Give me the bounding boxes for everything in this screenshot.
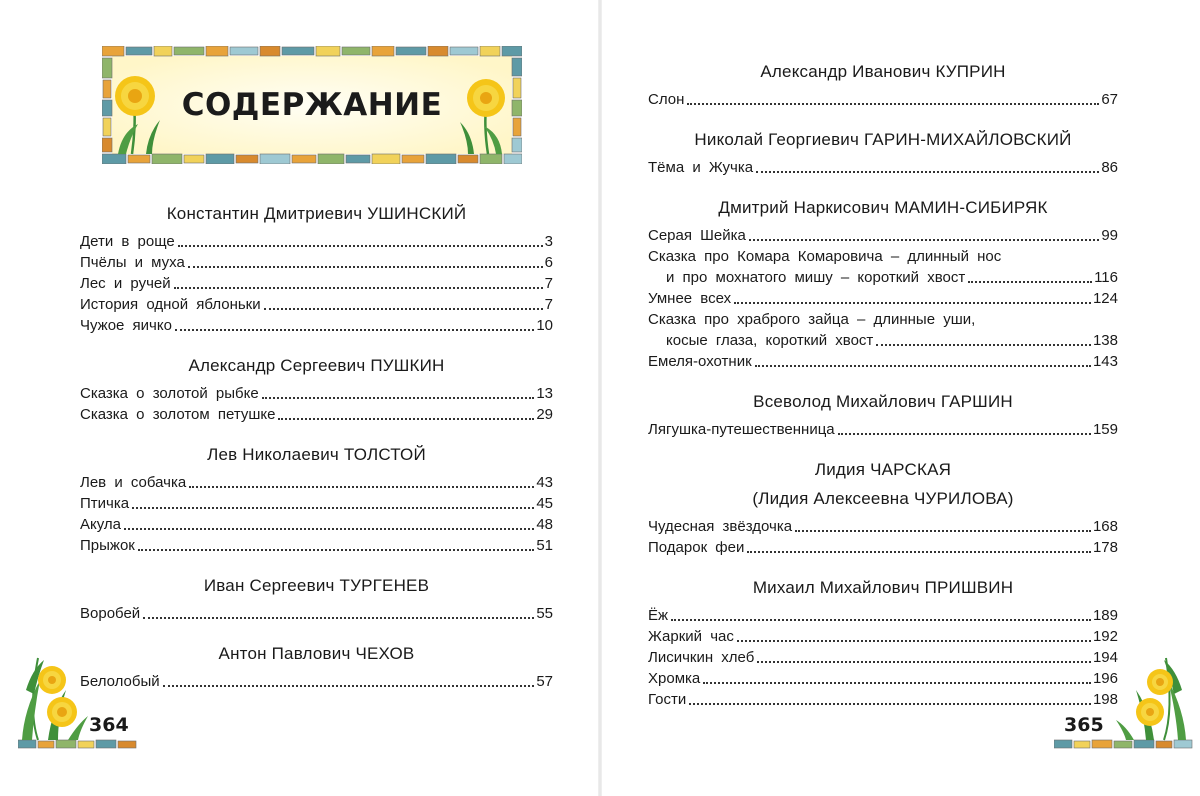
title-frame: [102, 46, 522, 164]
entry-page: 3: [544, 233, 553, 250]
entry-title: Жаркий час: [648, 628, 734, 645]
leader-dots: [737, 640, 1091, 642]
author-first-name: Иван Сергеевич: [203, 576, 335, 595]
toc-entry[interactable]: [648, 516, 1118, 537]
entry-page: 86: [1101, 159, 1118, 176]
entry-page: 43: [536, 474, 553, 491]
leader-dots: [264, 308, 543, 310]
leader-dots: [262, 397, 535, 399]
author-heading: [648, 60, 1118, 84]
leader-dots: [278, 418, 534, 420]
toc-section: [648, 390, 1118, 440]
author-surname: ГАРИН-МИХАЙЛОВСКИЙ: [864, 130, 1072, 149]
toc-section: [80, 574, 553, 624]
entry-title: и про мохнатого мишу – короткий хвост: [666, 269, 966, 286]
entry-title: Сказка о золотом петушке: [80, 406, 276, 423]
dandelion-icon: [47, 697, 77, 727]
entry-title: Подарок феи: [648, 539, 745, 556]
entry-page: 13: [536, 385, 553, 402]
entry-title: Дети в роще: [80, 233, 175, 250]
entry-title: Прыжок: [80, 537, 135, 554]
entry-title: косые глаза, короткий хвост: [666, 332, 874, 349]
toc-entry[interactable]: [80, 383, 553, 404]
entry-page: 168: [1092, 518, 1118, 535]
author-surname: ПУШКИН: [370, 356, 445, 375]
entry-page: 45: [536, 495, 553, 512]
toc-entry[interactable]: [80, 603, 553, 624]
author-first-name: Лев Николаевич: [207, 445, 339, 464]
toc-entry[interactable]: [80, 231, 553, 252]
entry-title: Лягушка-путешественница: [648, 421, 835, 438]
toc-entry[interactable]: [648, 537, 1118, 558]
entry-title: Лев и собачка: [80, 474, 187, 491]
toc-entry[interactable]: [80, 514, 553, 535]
toc-entry[interactable]: [648, 351, 1118, 372]
leader-dots: [188, 266, 543, 268]
author-surname: ТУРГЕНЕВ: [339, 576, 430, 595]
author-surname: ПРИШВИН: [924, 578, 1014, 597]
leader-dots: [703, 682, 1091, 684]
entry-page: 192: [1092, 628, 1118, 645]
leader-dots: [838, 433, 1091, 435]
leader-dots: [876, 344, 1091, 346]
entry-page: 189: [1092, 607, 1118, 624]
author-surname: ЧАРСКАЯ: [870, 460, 952, 479]
right-page: [602, 0, 1200, 796]
entry-title: Акула: [80, 516, 122, 533]
leader-dots: [734, 302, 1091, 304]
page-title: СОДЕРЖАНИЕ: [181, 87, 443, 123]
author-surname: ТОЛСТОЙ: [343, 445, 426, 464]
leader-dots: [747, 551, 1091, 553]
entry-title: Емеля-охотник: [648, 353, 752, 370]
toc-entry[interactable]: [648, 668, 1118, 689]
leader-dots: [124, 528, 534, 530]
entry-page: 7: [544, 275, 553, 292]
dandelion-icon: [1136, 698, 1164, 726]
entry-page: 10: [536, 317, 553, 334]
entry-page: 198: [1092, 691, 1118, 708]
entry-page: 51: [536, 537, 553, 554]
left-page: [0, 0, 598, 796]
toc-entry[interactable]: [80, 404, 553, 425]
entry-page: 159: [1092, 421, 1118, 438]
entry-title: Слон: [648, 91, 685, 108]
toc-entry[interactable]: [648, 626, 1118, 647]
entry-title: Хромка: [648, 670, 701, 687]
author-first-name: Всеволод Михайлович: [753, 392, 936, 411]
entry-title: Ёж: [648, 607, 669, 624]
toc-entry[interactable]: [80, 315, 553, 336]
entry-title: Лес и ручей: [80, 275, 171, 292]
entry-page: 67: [1101, 91, 1118, 108]
entry-page: 6: [544, 254, 553, 271]
toc-left: [80, 202, 553, 710]
entry-page: 178: [1092, 539, 1118, 556]
author-surname: УШИНСКИЙ: [367, 204, 467, 223]
author-heading: [80, 202, 553, 226]
author-first-name: Михаил Михайлович: [752, 578, 920, 597]
author-heading: [648, 128, 1118, 152]
leader-dots: [175, 329, 534, 331]
leader-dots: [756, 171, 1099, 173]
author-heading: [648, 390, 1118, 414]
leader-dots: [132, 507, 534, 509]
entry-title: Белолобый: [80, 673, 160, 690]
toc-section: [648, 128, 1118, 178]
toc-entry[interactable]: [648, 89, 1118, 110]
author-heading: [648, 458, 1118, 482]
dandelion-icon: [38, 666, 66, 694]
leader-dots: [755, 365, 1091, 367]
entry-title: Лисичкин хлеб: [648, 649, 755, 666]
entry-title: Чудесная звёздочка: [648, 518, 793, 535]
author-surname: МАМИН-СИБИРЯК: [894, 198, 1048, 217]
entry-title: Гости: [648, 691, 687, 708]
toc-section: [648, 576, 1118, 710]
author-real-name: [648, 487, 1118, 511]
toc-section: [648, 60, 1118, 110]
author-first-name: Дмитрий Наркисович: [718, 198, 890, 217]
author-first-name: Александр Иванович: [760, 62, 931, 81]
entry-title-line[interactable]: Сказка про храброго зайца – длинные уши,: [648, 311, 976, 328]
toc-section: [80, 642, 553, 692]
toc-entry[interactable]: [80, 294, 553, 315]
leader-dots: [138, 549, 534, 551]
entry-page: 138: [1092, 332, 1118, 349]
author-surname: КУПРИН: [935, 62, 1006, 81]
author-surname: ЧЕХОВ: [355, 644, 415, 663]
leader-dots: [178, 245, 543, 247]
entry-page: 57: [536, 673, 553, 690]
toc-section: [80, 202, 553, 336]
toc-entry[interactable]: [648, 288, 1118, 309]
entry-page: 124: [1092, 290, 1118, 307]
entry-title: Серая Шейка: [648, 227, 746, 244]
leader-dots: [689, 703, 1091, 705]
author-heading: [80, 574, 553, 598]
toc-entry[interactable]: [80, 535, 553, 556]
toc-entry[interactable]: [648, 689, 1118, 710]
toc-entry[interactable]: [648, 157, 1118, 178]
leader-dots: [968, 281, 1092, 283]
entry-title: Тёма и Жучка: [648, 159, 754, 176]
author-heading: [80, 354, 553, 378]
entry-page: 55: [536, 605, 553, 622]
author-heading: [648, 576, 1118, 600]
entry-page: 196: [1092, 670, 1118, 687]
author-first-name: Николай Георгиевич: [694, 130, 860, 149]
leader-dots: [143, 617, 534, 619]
author-first-name: Лидия: [814, 460, 866, 479]
entry-title: Птичка: [80, 495, 130, 512]
leader-dots: [189, 486, 534, 488]
entry-title: Чужое яичко: [80, 317, 172, 334]
toc-entry[interactable]: [80, 252, 553, 273]
toc-section: [80, 443, 553, 556]
toc-entry[interactable]: [648, 267, 1118, 288]
author-heading: [648, 196, 1118, 220]
author-heading: [80, 443, 553, 467]
entry-title: Сказка о золотой рыбке: [80, 385, 259, 402]
author-real-surname: ЧУРИЛОВА): [913, 489, 1014, 508]
leader-dots: [163, 685, 535, 687]
toc-entry[interactable]: [648, 330, 1118, 351]
leader-dots: [174, 287, 543, 289]
toc-entry[interactable]: [648, 419, 1118, 440]
toc-entry[interactable]: [648, 225, 1118, 246]
entry-page: 143: [1092, 353, 1118, 370]
leader-dots: [749, 239, 1099, 241]
toc-section: [648, 458, 1118, 558]
entry-title: Пчёлы и муха: [80, 254, 185, 271]
toc-entry[interactable]: [648, 647, 1118, 668]
toc-section: [648, 196, 1118, 372]
entry-page: 99: [1101, 227, 1118, 244]
entry-page: 29: [536, 406, 553, 423]
author-first-name: Антон Павлович: [218, 644, 351, 663]
entry-page: 48: [536, 516, 553, 533]
dandelion-icon: [1147, 669, 1173, 695]
entry-page: 7: [544, 296, 553, 313]
entry-page: 116: [1094, 269, 1118, 286]
toc-section: [80, 354, 553, 425]
entry-title: История одной яблоньки: [80, 296, 261, 313]
toc-right: [648, 60, 1118, 728]
leader-dots: [687, 103, 1099, 105]
page-number: 364: [89, 714, 129, 736]
author-real-first: (Лидия Алексеевна: [752, 489, 910, 508]
entry-page: 194: [1092, 649, 1118, 666]
page-number: 365: [1064, 714, 1104, 736]
author-heading: [80, 642, 553, 666]
leader-dots: [795, 530, 1091, 532]
entry-title-line[interactable]: Сказка про Комара Комаровича – длинный нос: [648, 248, 1002, 265]
entry-title: Воробей: [80, 605, 141, 622]
author-surname: ГАРШИН: [940, 392, 1013, 411]
toc-entry[interactable]: [648, 605, 1118, 626]
toc-entry[interactable]: [80, 671, 553, 692]
entry-title: Умнее всех: [648, 290, 732, 307]
toc-entry[interactable]: [80, 472, 553, 493]
author-first-name: Константин Дмитриевич: [166, 204, 363, 223]
toc-entry[interactable]: [80, 273, 553, 294]
author-first-name: Александр Сергеевич: [188, 356, 366, 375]
leader-dots: [671, 619, 1091, 621]
leader-dots: [757, 661, 1091, 663]
toc-entry[interactable]: [80, 493, 553, 514]
